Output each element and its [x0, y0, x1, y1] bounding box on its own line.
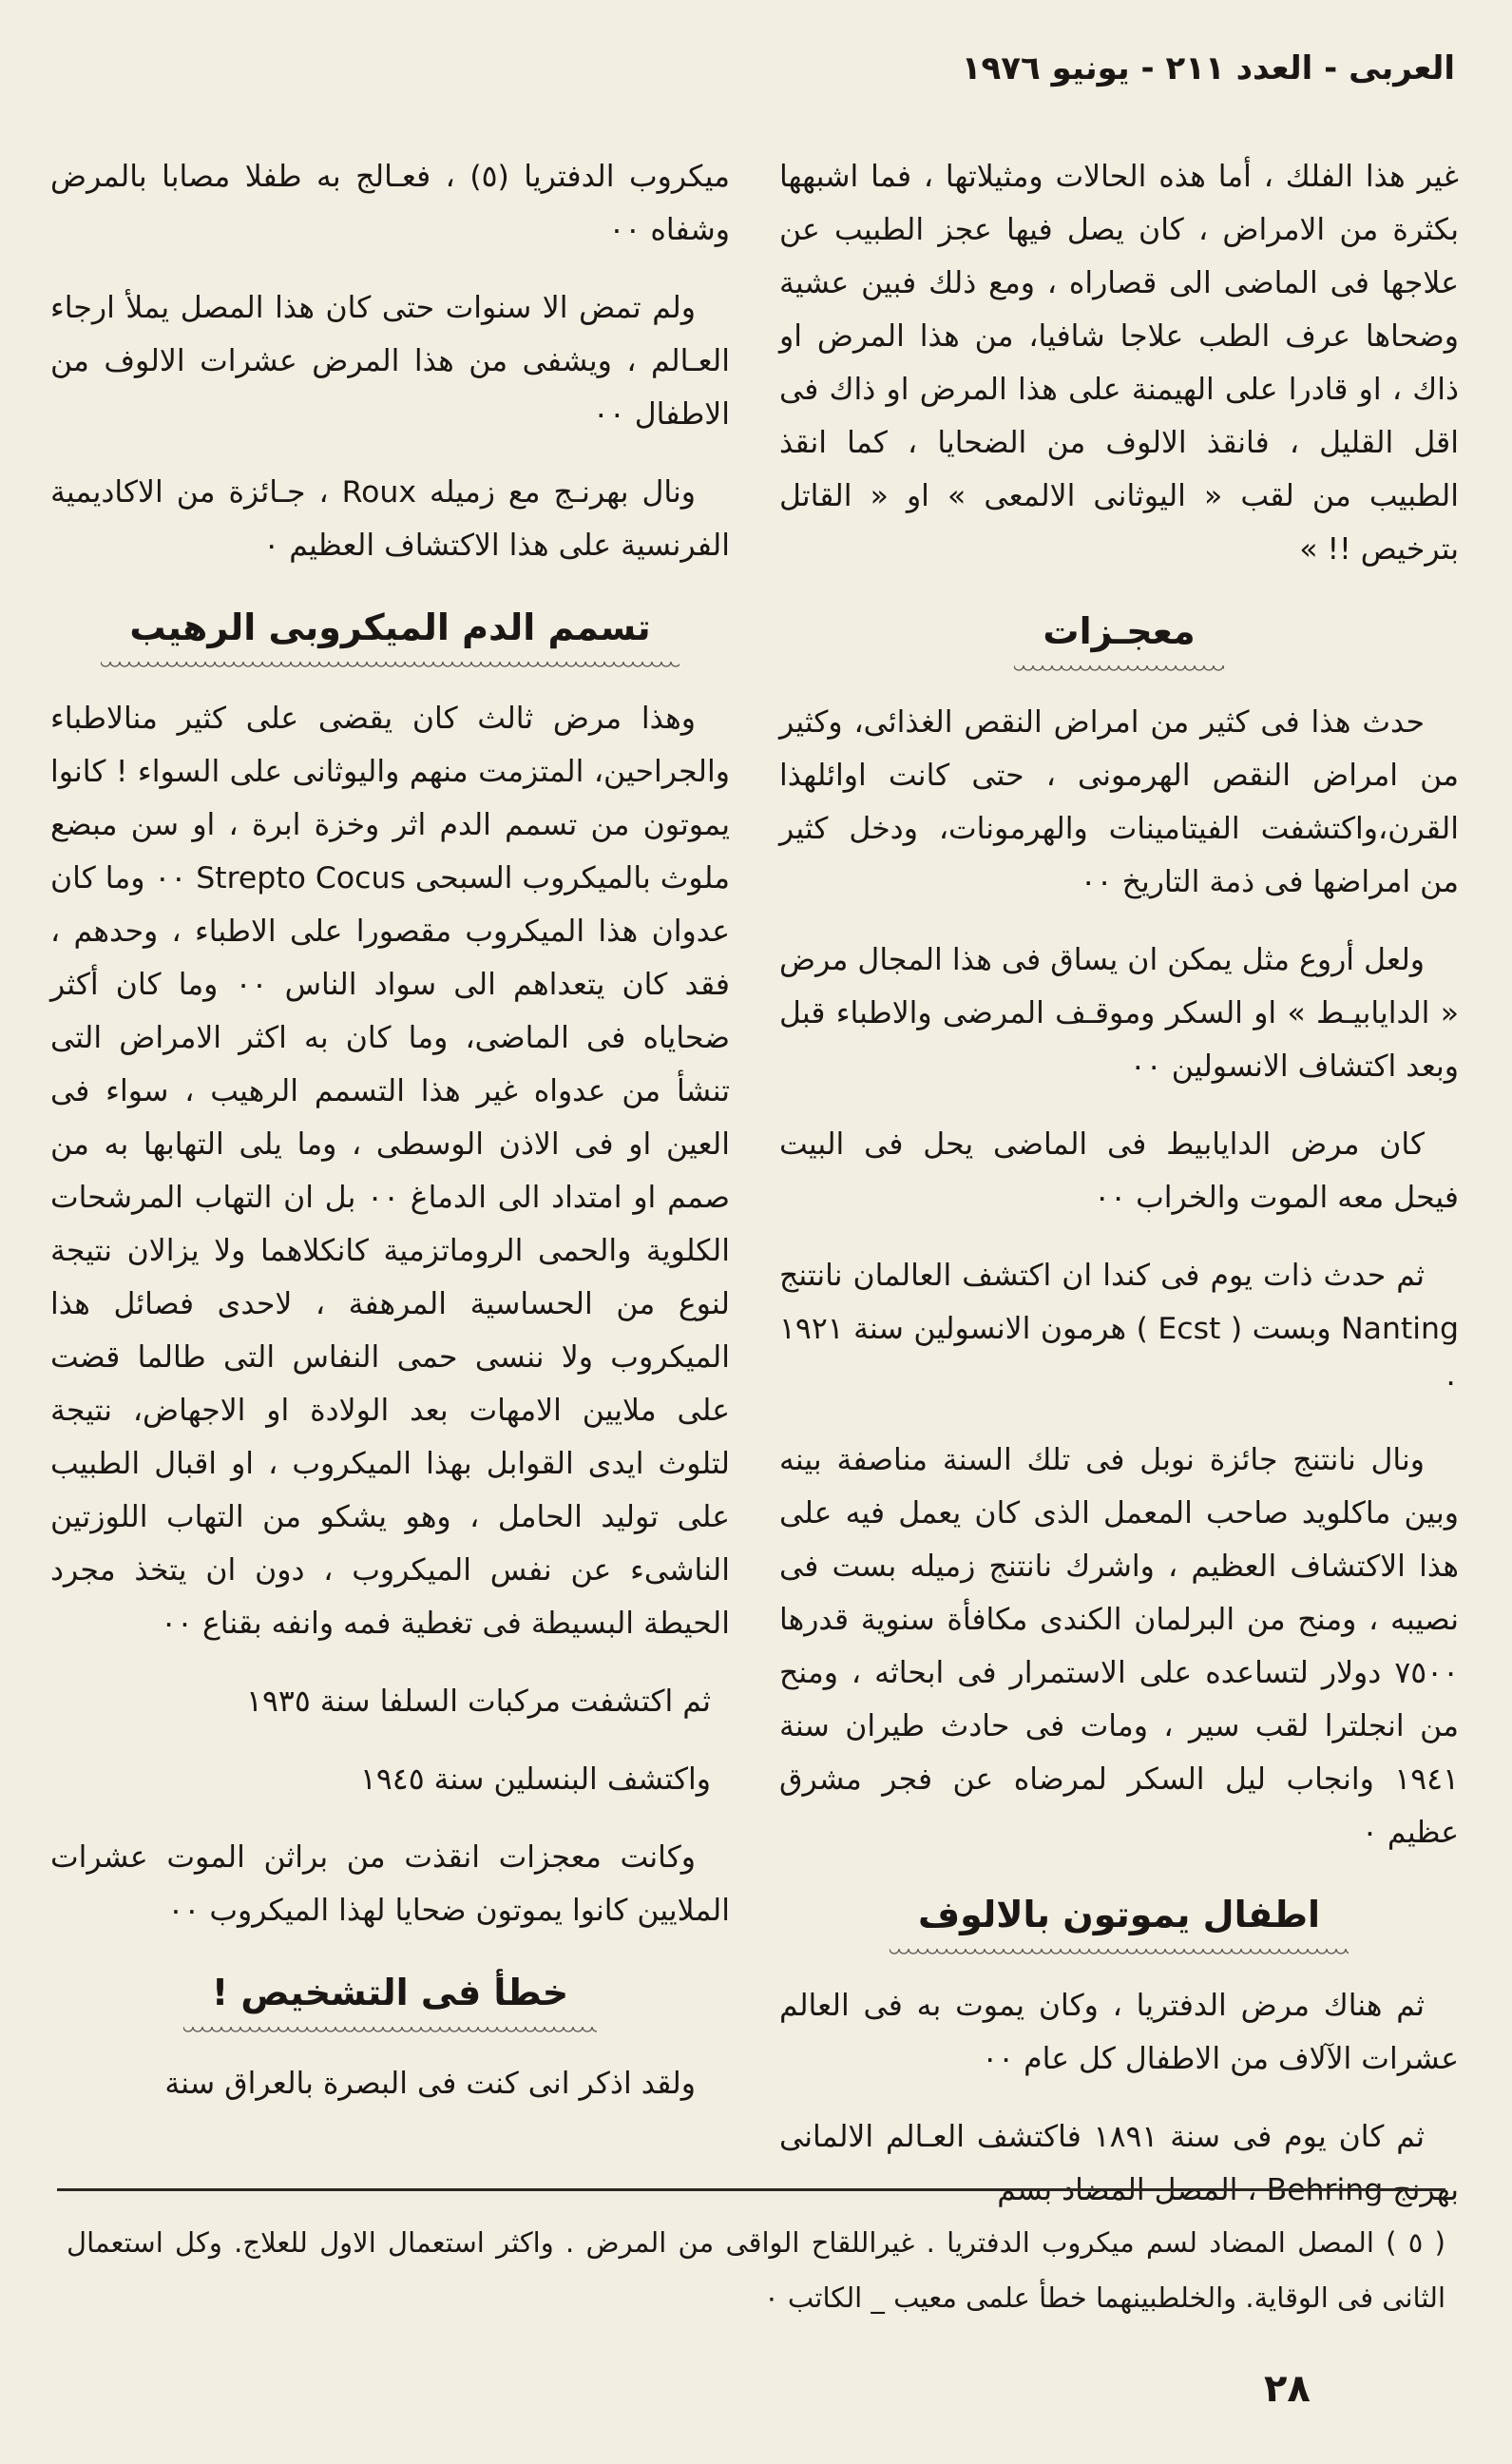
paragraph: وكانت معجزات انقذت من براثن الموت عشرات الملايين كانوا يموتون ضحايا لهذا الميكروب ٠٠ — [50, 1840, 730, 1928]
paragraph: ونال نانتنج جائزة نوبل فى تلك السنة مناصفة بينه وبين ماكلويد صاحب المعمل الذى كان يعمل فيه على هذا الاكتشاف العظيم ، واشرك نانتنج زميله بست فى نصيبه ، ومنح من البرلمان الكندى مكافأة سنوية قدرها ٧٥٠٠ دولار لتساعده على الاستمرار فى ابحاثه ، ومنح من انجلترا لقب سير ، ومات فى حادث طيران سنة ١٩٤١ وانجاب ليل السكر لمرضاه عن فجر مشرق عظيم ٠ — [779, 1443, 1459, 1850]
heading-text: معجـزات — [1043, 603, 1195, 669]
paragraph: وهذا مرض ثالث كان يقضى على كثير منالاطباء والجراحين، المتزمت منهم واليوثانى على السواء ! كانوا يموتون من تسمم الدم اثر وخزة ابرة ، او سن مبضع ملوث بالميكروب السبحى Strepto Cocus ٠٠ وما كان عدوان هذا الميكروب مقصورا على الاطباء ، وحدهم ، فقد كان يتعداهم الى سواد الناس ٠٠ وما كان أكثر ضحاياه فى الماضى، وما كان به اكثر الامراض التى تنشأ من عدواه غير هذا التسمم الرهيب ، سواء فى العين او فى الاذن الوسطى ، وما يلى التهابها به من صمم او امتداد الى الدماغ ٠٠ بل ان التهاب المرشحات الكلوية والحمى الروماتزمية كانكلاهما ولا يزالان نتيجة لنوع من الحساسية المرهفة ، لاحدى فصائل هذا الميكروب ولا ننسى حمى النفاس التى طالما قضت على ملايين الامهات بعد الولادة او الاجهاض، نتيجة لتلوث ايدى القوابل بهذا الميكروب ، او اقبال الطبيب على توليد الحامل ، وهو يشكو من التهاب اللوزتين الناشىء عن نفس الميكروب ، دون ان يتخذ مجرد الحيطة البسيطة فى تغطية فمه وانفه بقناع ٠٠ — [49, 702, 730, 1641]
section-heading — [50, 599, 730, 665]
footnote-text: ( ٥ ) المصل المضاد لسم ميكروب الدفتريا . غيراللقاح الواقى من المرض . واكثر استعمال الاول للعلاج. وكل استعمال الثانى فى الوقاية. والخلطبينهما خطأ علمى معيب _ الكاتب ٠ — [67, 2226, 1445, 2314]
right-column — [779, 150, 1459, 2242]
paragraph: ثم هناك مرض الدفتريا ، وكان يموت به فى العالم عشرات الآلاف من الاطفال كل عام ٠٠ — [779, 1989, 1459, 2076]
paragraph: ميكروب الدفتريا (٥) ، فعـالج به طفلا مصابا بالمرض وشفاه ٠٠ — [50, 160, 730, 247]
footnote — [67, 2215, 1445, 2325]
paragraph: ثم حدث ذات يوم فى كندا ان اكتشف العالمان نانتنج Nanting وبست ( Ecst ) هرمون الانسولين سنة ١٩٢١ ٠ — [779, 1259, 1459, 1399]
heading-text: اطفال يموتون بالالوف — [918, 1886, 1320, 1953]
paragraph: ولقد اذكر انى كنت فى البصرة بالعراق سنة — [164, 2067, 696, 2101]
page-number: ٢٨ — [1264, 2367, 1311, 2411]
section-heading — [779, 603, 1459, 669]
footnote-divider — [57, 2188, 1445, 2191]
heading-text: تسمم الدم الميكروبى الرهيب — [129, 599, 650, 665]
paragraph: ثم كان يوم فى سنة ١٨٩١ فاكتشف العـالم الالمانى بهرنج Behring ، المصل المضاد بسم — [779, 2120, 1459, 2207]
paragraph: ولعل أروع مثل يمكن ان يساق فى هذا المجال مرض « الدايابيـط » او السكر وموقـف المرضى والاطباء قبل وبعد اكتشاف الانسولين ٠٠ — [779, 943, 1459, 1084]
paragraph: ونال بهرنـج مع زميله Roux ، جـائزة من الاكاديمية الفرنسية على هذا الاكتشاف العظيم ٠ — [50, 475, 730, 563]
paragraph: ثم اكتشفت مركبات السلفا سنة ١٩٣٥ — [246, 1684, 711, 1719]
paragraph: ولم تمض الا سنوات حتى كان هذا المصل يملأ ارجاء العـالم ، ويشفى من هذا المرض عشرات الالوف من الاطفال ٠٠ — [50, 291, 730, 432]
left-column — [50, 150, 730, 2135]
paragraph: غير هذا الفلك ، أما هذه الحالات ومثيلاتها ، فما اشبهها بكثرة من الامراض ، كان يصل فيها عجز الطبيب عن علاجها فى الماضى الى قصاراه ، ومع ذلك فبين عشية وضحاها عرف الطب علاجا شافيا، من هذا المرض او ذاك ، او قادرا على الهيمنة على هذا المرض او ذاك فى اقل القليل ، فانقذ الالوف من الضحايا ، كما انقذ الطبيب من لقب « اليوثانى الالمعى » او « القاتل بترخيص !! » — [779, 160, 1459, 567]
paragraph: واكتشف البنسلين سنة ١٩٤٥ — [359, 1762, 711, 1797]
paragraph: كان مرض الدايابيط فى الماضى يحل فى البيت فيحل معه الموت والخراب ٠٠ — [779, 1127, 1459, 1215]
running-header: العربى - العدد ٢١١ - يونيو ١٩٧٦ — [961, 49, 1455, 87]
heading-text: خطأ فى التشخيص ! — [212, 1964, 568, 2031]
section-heading — [50, 1964, 730, 2031]
section-heading — [779, 1886, 1459, 1953]
paragraph: حدث هذا فى كثير من امراض النقص الغذائى، وكثير من امراض النقص الهرمونى ، حتى كانت اوائلهذا القرن،واكتشفت الفيتامينات والهرمونات، ودخل كثير من امراضها فى ذمة التاريخ ٠٠ — [779, 705, 1459, 899]
